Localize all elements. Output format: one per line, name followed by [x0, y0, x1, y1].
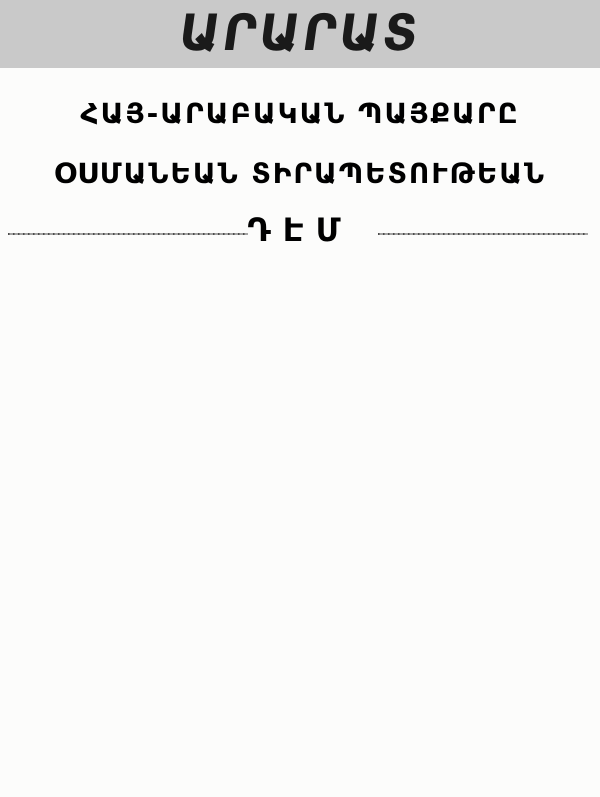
article-line: [22, 546, 592, 570]
headline-line-1: ՀԱՅ-ԱՐԱԲԱԿԱՆ ՊԱՅՔԱՐԸ: [80, 97, 520, 130]
article-line: [22, 664, 592, 688]
article-line: [22, 711, 592, 735]
article-line: [22, 640, 592, 664]
article-line: [22, 593, 592, 617]
headline-line-3: ԴԷՄ: [247, 211, 353, 249]
article-line: [22, 522, 592, 546]
article-line: [22, 296, 592, 320]
article-line: [22, 734, 592, 758]
article-line: [22, 272, 592, 296]
article-line: [22, 475, 592, 499]
article-line: [22, 616, 592, 640]
article-line: [22, 380, 592, 404]
article-body: [22, 272, 592, 781]
masthead: [0, 0, 600, 68]
ornament-divider-right: [378, 230, 588, 238]
article-line: [22, 404, 592, 428]
masthead-title: ԱՐԱՐԱՏ: [175, 4, 425, 62]
article-line: [22, 687, 592, 711]
paragraph-gap: [22, 366, 592, 380]
article-line: [22, 498, 592, 522]
article-line: [22, 758, 592, 782]
article-line: [22, 451, 592, 475]
article-line: [22, 343, 592, 367]
article-line: [22, 319, 592, 343]
headline-line-2: ՕՍՄԱՆԵԱՆ ՏԻՐԱՊԵՏՈՒԹԵԱՆ: [53, 157, 547, 190]
article-line: [22, 428, 592, 452]
article-line: [22, 569, 592, 593]
ornament-divider-left: [8, 230, 248, 238]
